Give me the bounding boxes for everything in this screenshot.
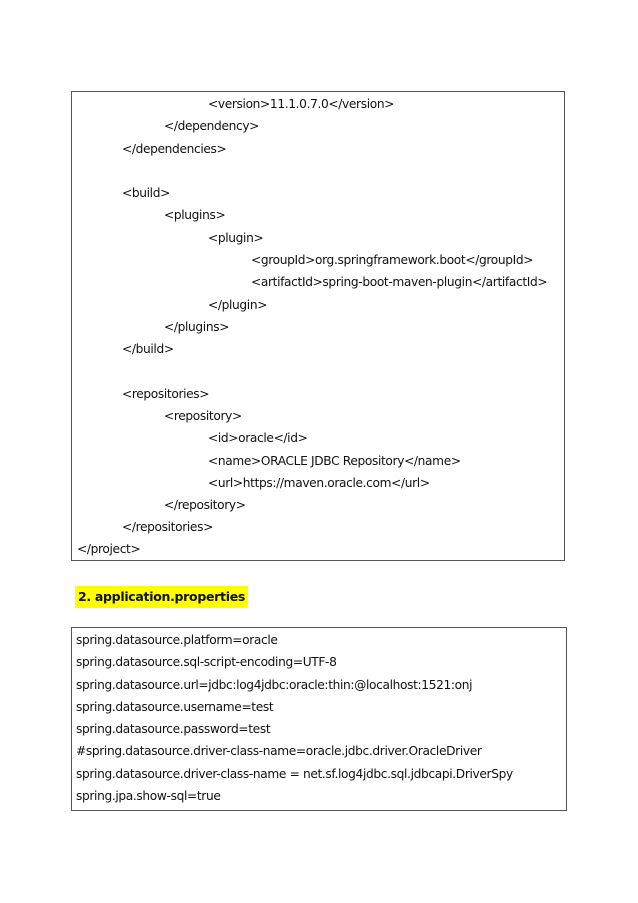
code-line: </build>	[122, 342, 174, 356]
code-line: <repositories>	[122, 387, 210, 401]
property-line: spring.jpa.show-sql=true	[76, 789, 221, 803]
code-line: </repository>	[164, 498, 246, 512]
code-line: <build>	[122, 186, 170, 200]
code-line: <groupId>org.springframework.boot</groupId>	[251, 253, 534, 267]
code-line: <plugin>	[208, 231, 264, 245]
property-line: spring.datasource.username=test	[76, 700, 274, 714]
code-line: </repositories>	[122, 520, 213, 534]
property-line: spring.datasource.url=jdbc:log4jdbc:oracle:thin:@localhost:1521:onj	[76, 678, 473, 692]
section-heading: 2. application.properties	[75, 586, 248, 608]
code-line: <artifactId>spring-boot-maven-plugin</artifactId>	[251, 275, 548, 289]
property-line: spring.datasource.driver-class-name = net.sf.log4jdbc.sql.jdbcapi.DriverSpy	[76, 767, 513, 781]
property-line: spring.datasource.password=test	[76, 722, 271, 736]
code-line: <plugins>	[164, 208, 226, 222]
code-line: <url>https://maven.oracle.com</url>	[208, 476, 430, 490]
code-line: </project>	[77, 542, 141, 556]
properties-code-box	[71, 627, 567, 811]
pom-xml-code-box	[71, 91, 565, 561]
code-line: </dependencies>	[122, 142, 227, 156]
property-line: spring.datasource.platform=oracle	[76, 633, 278, 647]
code-line: <id>oracle</id>	[208, 431, 308, 445]
property-line: #spring.datasource.driver-class-name=oracle.jdbc.driver.OracleDriver	[76, 744, 482, 758]
code-line: <version>11.1.0.7.0</version>	[208, 97, 395, 111]
code-line: </plugins>	[164, 320, 230, 334]
code-line: </dependency>	[164, 119, 260, 133]
code-line: <repository>	[164, 409, 242, 423]
code-line: <name>ORACLE JDBC Repository</name>	[208, 454, 461, 468]
code-line: </plugin>	[208, 298, 268, 312]
property-line: spring.datasource.sql-script-encoding=UTF-8	[76, 655, 337, 669]
